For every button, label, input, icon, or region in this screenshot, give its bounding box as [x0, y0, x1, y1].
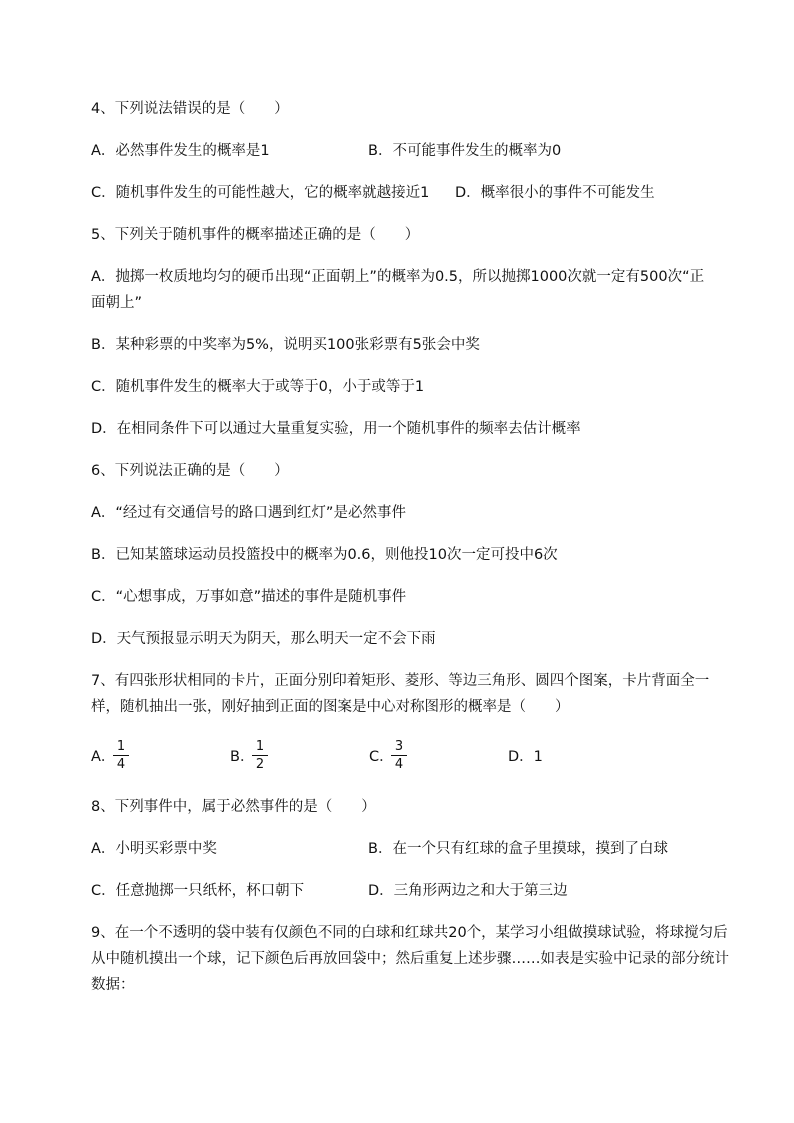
q7-option-a-label: A． [91, 749, 116, 765]
fraction-bar [391, 755, 407, 756]
q7-option-a-fraction [113, 740, 129, 772]
fraction-denominator: 4 [116, 757, 126, 772]
q9-stem-line2: 从中随机摸出一个球，记下颜色后再放回袋中；然后重复上述步骤……如表是实验中记录的部分统计 [91, 951, 729, 967]
fraction-numerator: 3 [394, 739, 404, 754]
fraction-bar [113, 755, 129, 756]
fraction-denominator: 4 [394, 757, 404, 772]
q7-stem-line2: 样，随机抽出一张，刚好抽到正面的图案是中心对称图形的概率是（ ） [91, 699, 570, 715]
q8-option-d: D．三角形两边之和大于第三边 [368, 883, 568, 899]
q9-stem-line3: 数据： [91, 977, 135, 993]
q7-stem-line1: 7、有四张形状相同的卡片，正面分别印着矩形、菱形、等边三角形、圆四个图案，卡片背面全一 [91, 673, 710, 689]
q4-option-c: C．随机事件发生的可能性越大，它的概率就越接近1 [91, 185, 430, 201]
q7-option-d: D．1 [508, 749, 543, 765]
q8-option-a: A．小明买彩票中奖 [91, 841, 217, 857]
q4-stem: 4、下列说法错误的是（ ） [91, 101, 289, 117]
q8-option-c: C．任意抛掷一只纸杯，杯口朝下 [91, 883, 305, 899]
q5-option-b: B．某种彩票的中奖率为5%，说明买100张彩票有5张会中奖 [91, 337, 480, 353]
q6-option-d: D．天气预报显示明天为阴天，那么明天一定不会下雨 [91, 631, 436, 647]
fraction-bar [252, 755, 268, 756]
q9-stem-line1: 9、在一个不透明的袋中装有仅颜色不同的白球和红球共20个，某学习小组做摸球试验，将球搅匀后 [91, 925, 728, 941]
q5-option-d: D．在相同条件下可以通过大量重复实验，用一个随机事件的频率去估计概率 [91, 421, 581, 437]
q4-option-a: A．必然事件发生的概率是1 [91, 143, 270, 159]
q4-option-b: B．不可能事件发生的概率为0 [368, 143, 562, 159]
q5-option-a-line2: 面朝上” [91, 295, 143, 311]
q5-option-c: C．随机事件发生的概率大于或等于0，小于或等于1 [91, 379, 425, 395]
fraction-numerator: 1 [255, 739, 265, 754]
q4-option-d: D．概率很小的事件不可能发生 [455, 185, 655, 201]
q6-stem: 6、下列说法正确的是（ ） [91, 463, 289, 479]
q7-option-c-label: C． [369, 749, 394, 765]
q7-option-b-label: B． [230, 749, 255, 765]
q8-stem: 8、下列事件中，属于必然事件的是（ ） [91, 799, 376, 815]
q8-option-b: B．在一个只有红球的盒子里摸球，摸到了白球 [368, 841, 668, 857]
q6-option-c: C．“心想事成，万事如意”描述的事件是随机事件 [91, 589, 407, 605]
q6-option-b: B．已知某篮球运动员投篮投中的概率为0.6，则他投10次一定可投中6次 [91, 547, 558, 563]
q7-option-b-fraction [252, 740, 268, 772]
q5-stem: 5、下列关于随机事件的概率描述正确的是（ ） [91, 227, 420, 243]
q5-option-a-line1: A．抛掷一枚质地均匀的硬币出现“正面朝上”的概率为0.5，所以抛掷1000次就一定有500次“正 [91, 269, 705, 285]
fraction-denominator: 2 [255, 757, 265, 772]
fraction-numerator: 1 [116, 739, 126, 754]
q6-option-a: A．“经过有交通信号的路口遇到红灯”是必然事件 [91, 505, 406, 521]
q7-option-c-fraction [391, 740, 407, 772]
